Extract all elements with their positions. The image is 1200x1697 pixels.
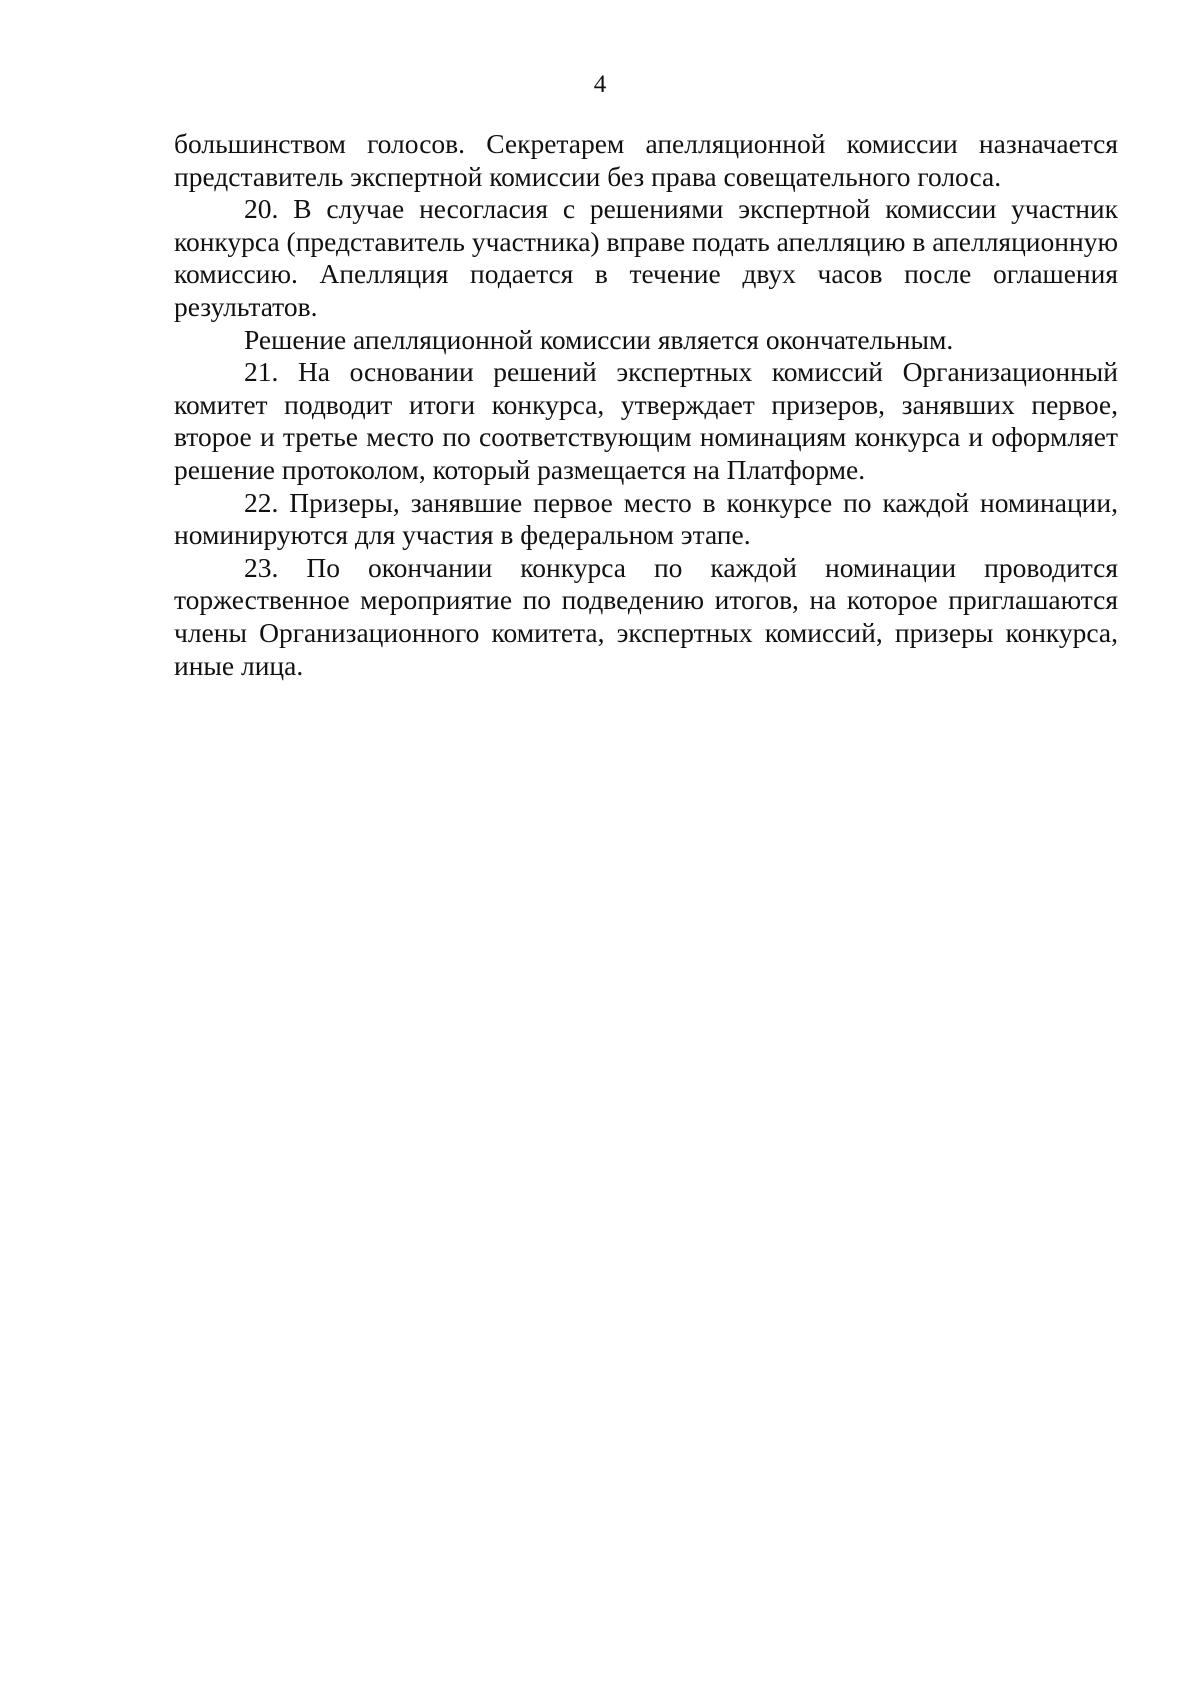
paragraph-continuation: большинством голосов. Секретарем апелляционной комиссии назначается представитель экспертной комиссии без права совещательного голоса. bbox=[174, 128, 1118, 192]
paragraph-item-20: 20. В случае несогласия с решениями экспертной комиссии участник конкурса (представитель участника) вправе подать апелляцию в апелляционную комиссию. Апелляция подается в течение двух часов после оглашения результатов. bbox=[174, 193, 1118, 322]
paragraph-item-22: 22. Призеры, занявшие первое место в конкурсе по каждой номинации, номинируются для участия в федеральном этапе. bbox=[174, 486, 1118, 551]
paragraph-item-23: 23. По окончании конкурса по каждой номинации проводится торжественное мероприятие по подведению итогов, на которое приглашаются члены Организационного комитета, экспертных комиссий, призеры конкурса, иные лица. bbox=[174, 551, 1118, 681]
paragraph-appeal-final: Решение апелляционной комиссии является окончательным. bbox=[244, 323, 954, 355]
page-number: 4 bbox=[593, 71, 607, 98]
document-body bbox=[174, 128, 1118, 682]
paragraph-item-21: 21. На основании решений экспертных комиссий Организационный комитет подводит итоги конкурса, утверждает призеров, занявших первое, второе и третье место по соответствующим номинациям конкурса и оформляет решение протоколом, который размещается на Платформе. bbox=[174, 356, 1118, 485]
